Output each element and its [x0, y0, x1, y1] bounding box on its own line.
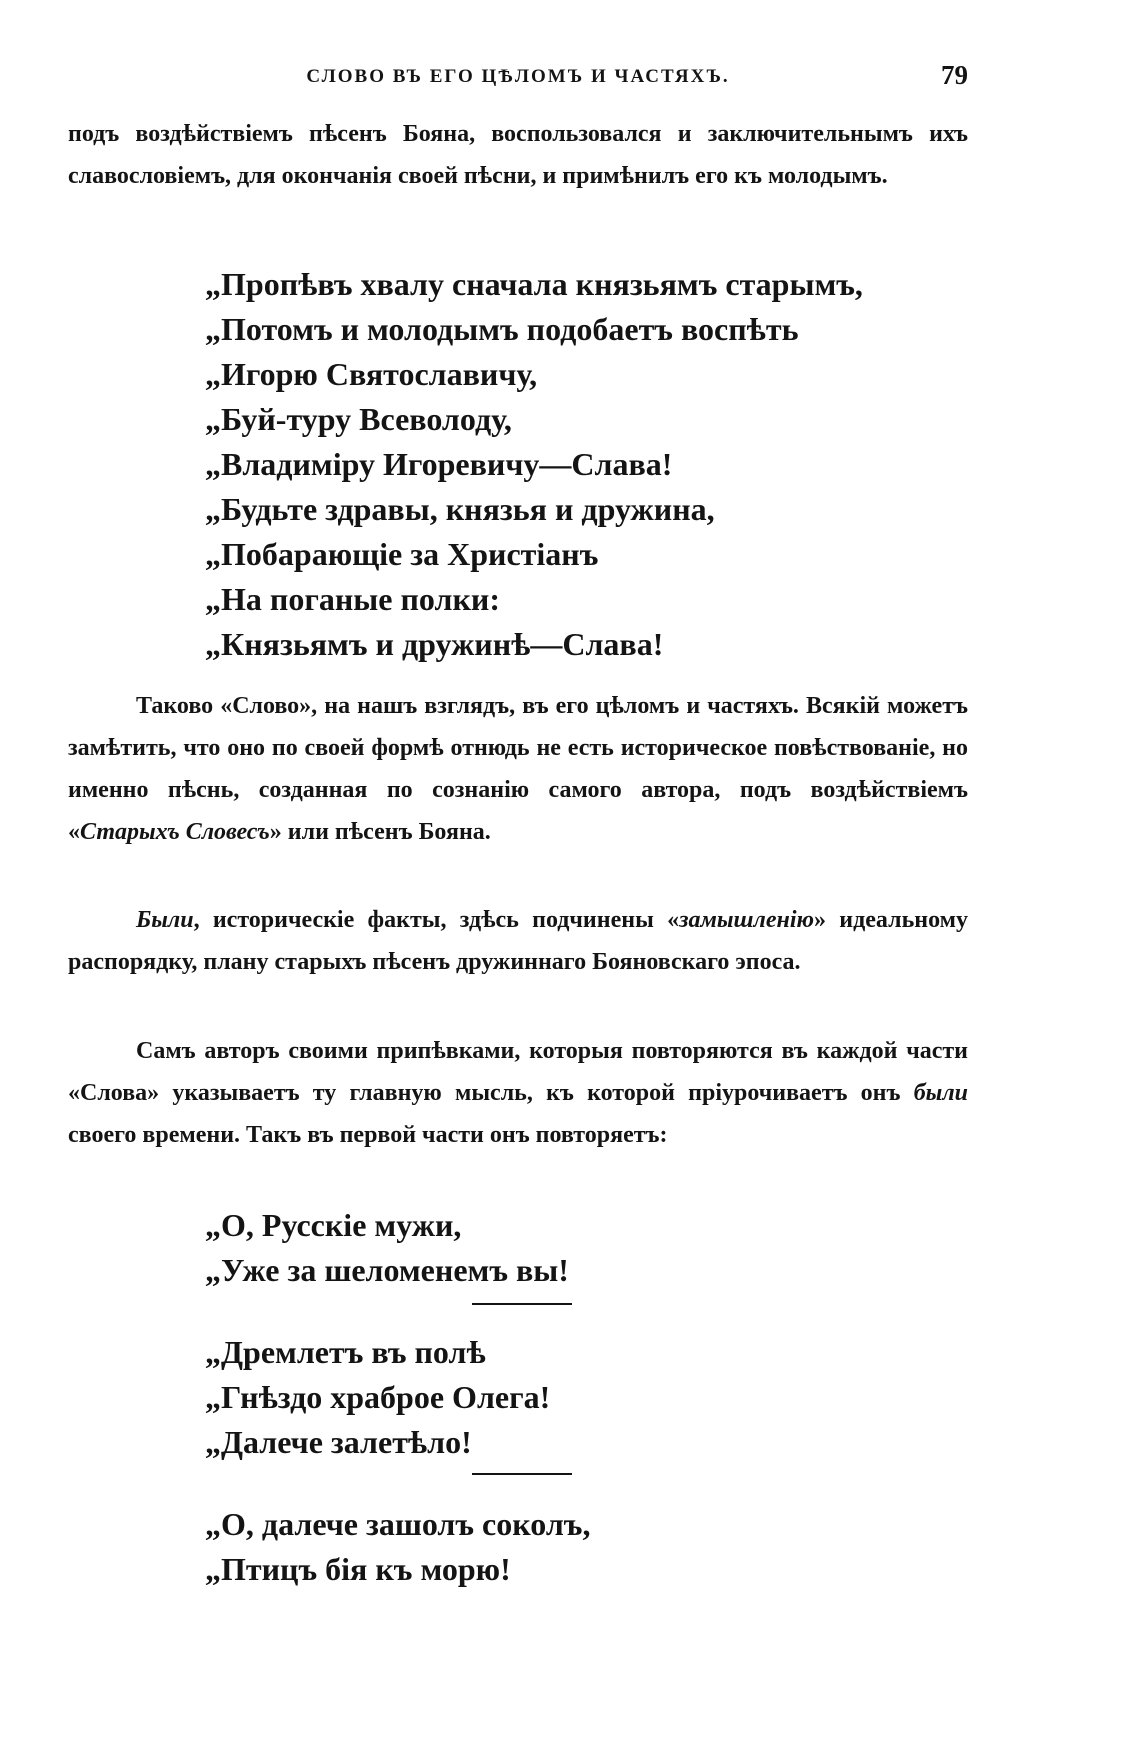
verse-line: „На поганые полки: [205, 581, 500, 617]
verse-block-olegs-nest [205, 1330, 550, 1465]
verse-block-glory [205, 262, 863, 667]
verse-line: „Потомъ и молодымъ подобаетъ воспѣть [205, 311, 799, 347]
verse-line: „Дремлетъ въ полѣ [205, 1334, 486, 1370]
section-divider [472, 1473, 572, 1475]
section-divider [472, 1303, 572, 1305]
verse-line: „Уже за шеломенемъ вы! [205, 1252, 569, 1288]
italic-word: замышленію [679, 907, 815, 933]
verse-line: „Побарающіе за Христіанъ [205, 536, 599, 572]
paragraph-slovo-form [68, 685, 968, 853]
verse-line: „Владиміру Игоревичу—Слава! [205, 446, 673, 482]
intro-paragraph: подъ воздѣйствіемъ пѣсенъ Бояна, воспользовался и заключительнымъ ихъ славословіемъ, для окончанія своей пѣсни, и примѣнилъ его къ молодымъ. [68, 121, 968, 189]
verse-line: „Далече залетѣло! [205, 1424, 472, 1460]
italic-title: Старыхъ Словесъ [80, 819, 270, 845]
italic-word: Были [136, 907, 194, 933]
verse-line: „Будьте здравы, князья и дружина, [205, 491, 715, 527]
verse-block-russian-men [205, 1203, 569, 1293]
paragraph-byli [68, 899, 968, 983]
italic-word: были [913, 1080, 968, 1106]
page-number: 79 [941, 60, 968, 90]
paragraph-text: Таково «Слово», на нашъ взглядъ, въ его цѣломъ и частяхъ. Всякій можетъ замѣтить, что оно по своей формѣ отнюдь не есть историческое повѣствованіе, но именно пѣснь, созданная по сознанію самого автора, подъ воздѣйствіемъ « [68, 693, 968, 845]
verse-line: „Пропѣвъ хвалу сначала князьямъ старымъ, [205, 266, 863, 302]
verse-block-falcon [205, 1502, 590, 1592]
paragraph-text: » или пѣсенъ Бояна. [269, 819, 491, 845]
page-header [68, 60, 968, 100]
verse-line: „Буй-туру Всеволоду, [205, 401, 512, 437]
verse-line: „Птицъ бія къ морю! [205, 1551, 511, 1587]
verse-line: „Гнѣздо храброе Олега! [205, 1379, 551, 1415]
verse-line: „Игорю Святославичу, [205, 356, 538, 392]
paragraph-text: Самъ авторъ своими припѣвками, которыя повторяются въ каждой части «Слова» указываетъ ту главную мысль, къ которой пріурочиваетъ онъ [68, 1038, 968, 1106]
verse-line: „О, далече зашолъ соколъ, [205, 1506, 591, 1542]
running-head: СЛОВО ВЪ ЕГО ЦѢЛОМЪ И ЧАСТЯХЪ. [306, 66, 730, 87]
paragraph-pripevki [68, 1030, 968, 1156]
verse-line: „Князьямъ и дружинѣ—Слава! [205, 626, 664, 662]
paragraph-text: своего времени. Такъ въ первой части онъ повторяетъ: [68, 1122, 668, 1148]
verse-line: „О, Русскіе мужи, [205, 1207, 462, 1243]
paragraph-text: » идеальному распорядку, плану старыхъ пѣсенъ дружиннаго Бояновскаго эпоса. [68, 907, 968, 975]
paragraph-text: , историческіе факты, здѣсь подчинены « [193, 907, 680, 933]
